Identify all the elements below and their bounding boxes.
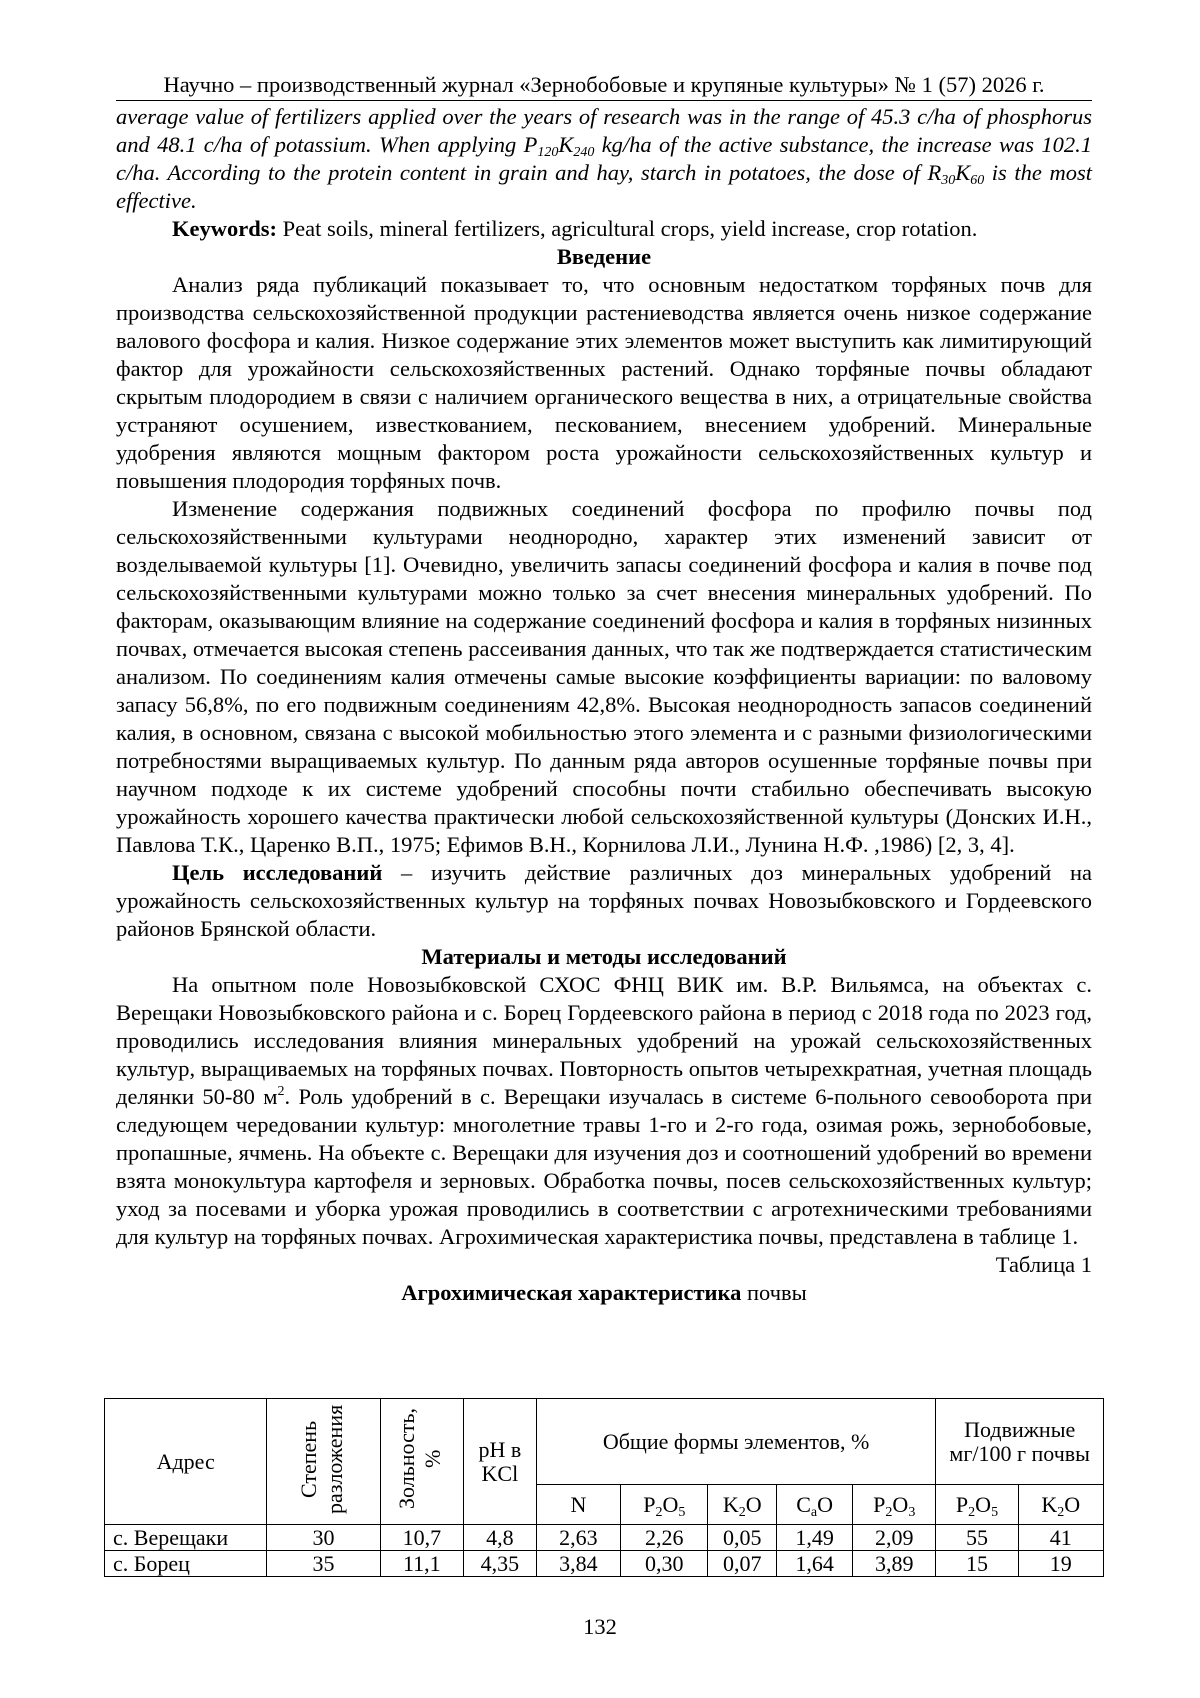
table-number: Таблица 1 (995, 1252, 1092, 1277)
table-title: Агрохимическая характеристика почвы (401, 1280, 807, 1305)
intro-heading: Введение (556, 244, 652, 269)
intro-paragraph-1: Анализ ряда публикаций показывает то, что основным недостатком торфяных почв для производства сельскохозяйственной продукции растениеводства является очень низкое содержание валового фосфора и калия. Низкое содержание этих элементов может выступить как лимитирующий фактор для урожайности сельскохозяйственных растений. Однако торфяные почвы обладают скрытым плодородием в связи с наличием органического вещества в них, а отрицательные свойства устраняют осушением, известкованием, пескованием, внесением удобрений. Минеральные удобрения являются мощным фактором роста урожайности сельскохозяйственных культур и повышения плодородия торфяных почв. (116, 272, 1092, 493)
agrochemical-table (104, 1398, 1104, 1577)
journal-header: Научно – производственный журнал «Зернобобовые и крупяные культуры» № 1 (57) 2026 г. (116, 70, 1092, 101)
subheader-p2o5: $P_2O_5$ (621, 1485, 708, 1525)
keywords-label: Keywords: (172, 216, 277, 241)
methods-paragraph: На опытном поле Новозыбковской СХОС ФНЦ ВИК им. В.Р. Вильямса, на объектах с. Верещаки Новозыбковского района и с. Борец Гордеевского района в период с 2018 года по 2023 год, проводились исследования влияния минеральных удобрений на урожай сельскохозяйственных культур, выращиваемых на торфяных почвах. Повторность опытов четырехкратная, учетная площадь делянки 50-80 $м^2$. Роль удобрений в с. Верещаки изучалась в системе 6-польного севооборота при следующем чередовании культур: многолетние травы 1-го и 2-го года, озимая рожь, зернобобовые, пропашные, ячмень. На объекте с. Верещаки для изучения доз и соотношений удобрений во времени взята монокультура картофеля и зерновых. Обработка почвы, посев сельскохозяйственных культур; уход за посевами и уборка урожая проводились в соответствии с агротехническими требованиями для культур на торфяных почвах. Агрохимическая характеристика почвы, представлена в таблице 1. (116, 972, 1092, 1249)
header-total-forms: Общие формы элементов, % (536, 1399, 936, 1485)
methods-heading: Материалы и методы исследований (421, 944, 787, 969)
keywords: Keywords: Peat soils, mineral fertilizers, agricultural crops, yield increase, crop rotation. (172, 216, 978, 241)
subheader-mobile-k2o: $K_2O$ (1018, 1485, 1103, 1525)
subheader-p2o3: $P_2O_3$ (853, 1485, 936, 1525)
header-address: Адрес (105, 1399, 267, 1525)
subheader-mobile-p2o5: $P_2O_5$ (936, 1485, 1018, 1525)
page (116, 70, 1092, 1307)
table-row: с. Борец 35 11,1 4,35 3,84 0,30 0,07 1,64 3,89 15 19 (105, 1551, 1104, 1577)
subheader-n: N (536, 1485, 620, 1525)
table-row: с. Верещаки 30 10,7 4,8 2,63 2,26 0,05 1,49 2,09 55 41 (105, 1525, 1104, 1551)
header-degree: Степень разложения (267, 1399, 380, 1525)
page-number: 132 (583, 1614, 617, 1639)
subheader-k2o: $K_2O$ (708, 1485, 777, 1525)
goal-paragraph: Цель исследований – изучить действие различных доз минеральных удобрений на урожайность сельскохозяйственных культур на торфяных почвах Новозыбковского и Гордеевского районов Брянской области. (116, 860, 1093, 941)
goal-label: Цель исследований (172, 860, 383, 885)
header-mobile-forms: Подвижные мг/100 г почвы (936, 1399, 1104, 1485)
header-ph: pH в KCl (463, 1399, 536, 1525)
intro-paragraph-2: Изменение содержания подвижных соединений фосфора по профилю почвы под сельскохозяйственными культурами неоднородно, характер этих изменений зависит от возделываемой культуры [1]. Очевидно, увеличить запасы соединений фосфора и калия в почве под сельскохозяйственными культурами можно только за счет внесения минеральных удобрений. По факторам, оказывающим влияние на содержание соединений фосфора и калия в торфяных низинных почвах, отмечается высокая степень рассеивания данных, что так же подтверждается статистическим анализом. По соединениям калия отмечены самые высокие коэффициенты вариации: по валовому запасу 56,8%, по его подвижным соединениям 42,8%. Высокая неоднородность запасов соединений калия, в основном, связана с высокой мобильностью этого элемента и с разными физиологическими потребностями выращиваемых культур. По данным ряда авторов осушенные торфяные почвы при научном подходе к их системе удобрений способны почти стабильно обеспечивать высокую урожайность хорошего качества практически любой сельскохозяйственной культуры (Донских И.Н., Павлова Т.К., Царенко В.П., 1975; Ефимов В.Н., Корнилова Л.И., Лунина Н.Ф. ,1986) [2, 3, 4]. (116, 496, 1092, 857)
abstract-end: average value of fertilizers applied over the years of research was in the range of 45.3 c/ha of phosphorus and 48.1 c/ha of potassium. When applying $P_{120}K_{240}$ kg/ha of the active substance, the increase was 102.1 c/ha. According to the protein content in grain and hay, starch in potatoes, the dose of $R_{30}K_{60}$ is the most effective. (116, 104, 1092, 213)
header-ash: Зольность, % (380, 1399, 463, 1525)
subheader-cao: $C_aO$ (777, 1485, 853, 1525)
